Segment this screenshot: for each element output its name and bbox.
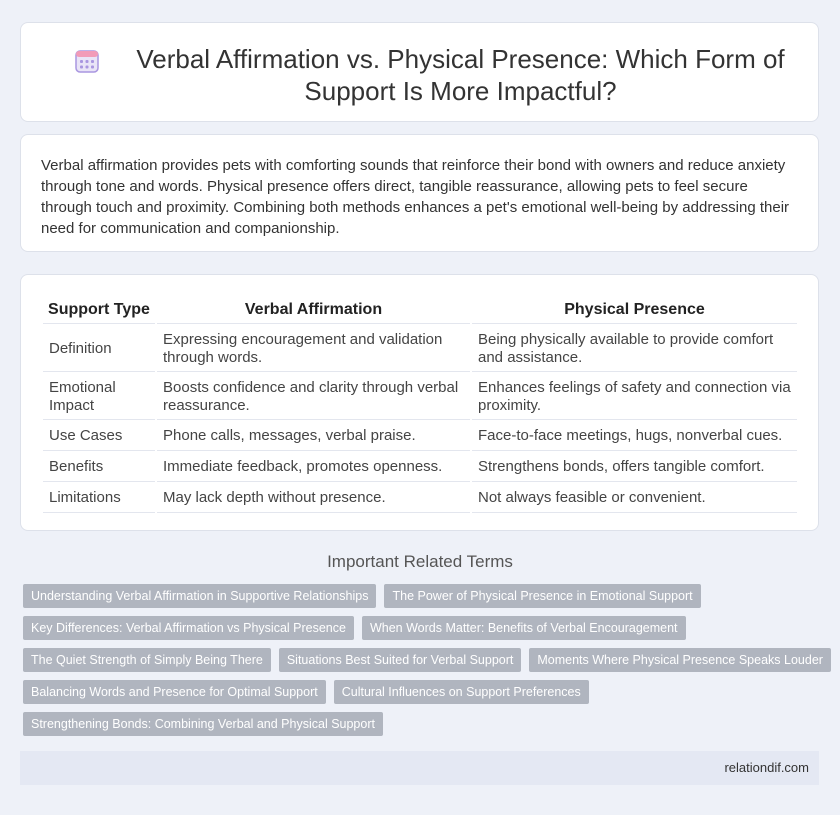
table-cell: Not always feasible or convenient.: [472, 484, 797, 513]
site-link[interactable]: relationdif.com: [724, 760, 809, 775]
table-cell: Being physically available to provide comfort and assistance.: [472, 326, 797, 372]
table-cell: Boosts confidence and clarity through verbal reassurance.: [157, 374, 470, 420]
table-cell: Face-to-face meetings, hugs, nonverbal cues.: [472, 422, 797, 451]
related-term-link[interactable]: Situations Best Suited for Verbal Support: [279, 648, 522, 672]
comparison-card: [20, 274, 819, 531]
comparison-table: [41, 297, 799, 515]
column-header: Support Type: [43, 299, 155, 324]
footer: [20, 751, 819, 785]
row-label: Benefits: [43, 453, 155, 482]
table-row: [43, 484, 797, 513]
column-header: Verbal Affirmation: [157, 299, 470, 324]
table-cell: May lack depth without presence.: [157, 484, 470, 513]
table-cell: Immediate feedback, promotes openness.: [157, 453, 470, 482]
row-label: Use Cases: [43, 422, 155, 451]
table-row: [43, 453, 797, 482]
column-header: Physical Presence: [472, 299, 797, 324]
row-label: Definition: [43, 326, 155, 372]
table-row: [43, 326, 797, 372]
calendar-icon: [74, 48, 100, 74]
related-term-link[interactable]: When Words Matter: Benefits of Verbal Encouragement: [362, 616, 686, 640]
related-term-link[interactable]: Moments Where Physical Presence Speaks Louder: [529, 648, 831, 672]
page-title: Verbal Affirmation vs. Physical Presence: Which Form of Support Is More Impactful?: [136, 44, 785, 106]
table-cell: Strengthens bonds, offers tangible comfort.: [472, 453, 797, 482]
related-term-link[interactable]: Key Differences: Verbal Affirmation vs Physical Presence: [23, 616, 354, 640]
header-card: [20, 22, 819, 122]
related-term-link[interactable]: Balancing Words and Presence for Optimal Support: [23, 680, 326, 704]
row-label: Emotional Impact: [43, 374, 155, 420]
intro-card: [20, 134, 819, 252]
table-cell: Enhances feelings of safety and connection via proximity.: [472, 374, 797, 420]
related-term-link[interactable]: The Quiet Strength of Simply Being There: [23, 648, 271, 672]
row-label: Limitations: [43, 484, 155, 513]
table-row: [43, 422, 797, 451]
related-terms-list: [23, 584, 823, 744]
related-term-link[interactable]: The Power of Physical Presence in Emotional Support: [384, 584, 700, 608]
table-row: [43, 374, 797, 420]
table-cell: Expressing encouragement and validation through words.: [157, 326, 470, 372]
intro-text: Verbal affirmation provides pets with comforting sounds that reinforce their bond with owners and reduce anxiety through tone and words. Physical presence offers direct, tangible reassurance, allowing pets to feel secure through touch and proximity. Combining both methods enhances a pet's emotional well-being by addressing their need for communication and companionship.: [41, 157, 790, 237]
related-terms-title: Important Related Terms: [327, 552, 513, 571]
table-cell: Phone calls, messages, verbal praise.: [157, 422, 470, 451]
related-term-link[interactable]: Cultural Influences on Support Preferences: [334, 680, 589, 704]
related-term-link[interactable]: Strengthening Bonds: Combining Verbal and Physical Support: [23, 712, 383, 736]
related-term-link[interactable]: Understanding Verbal Affirmation in Supportive Relationships: [23, 584, 376, 608]
